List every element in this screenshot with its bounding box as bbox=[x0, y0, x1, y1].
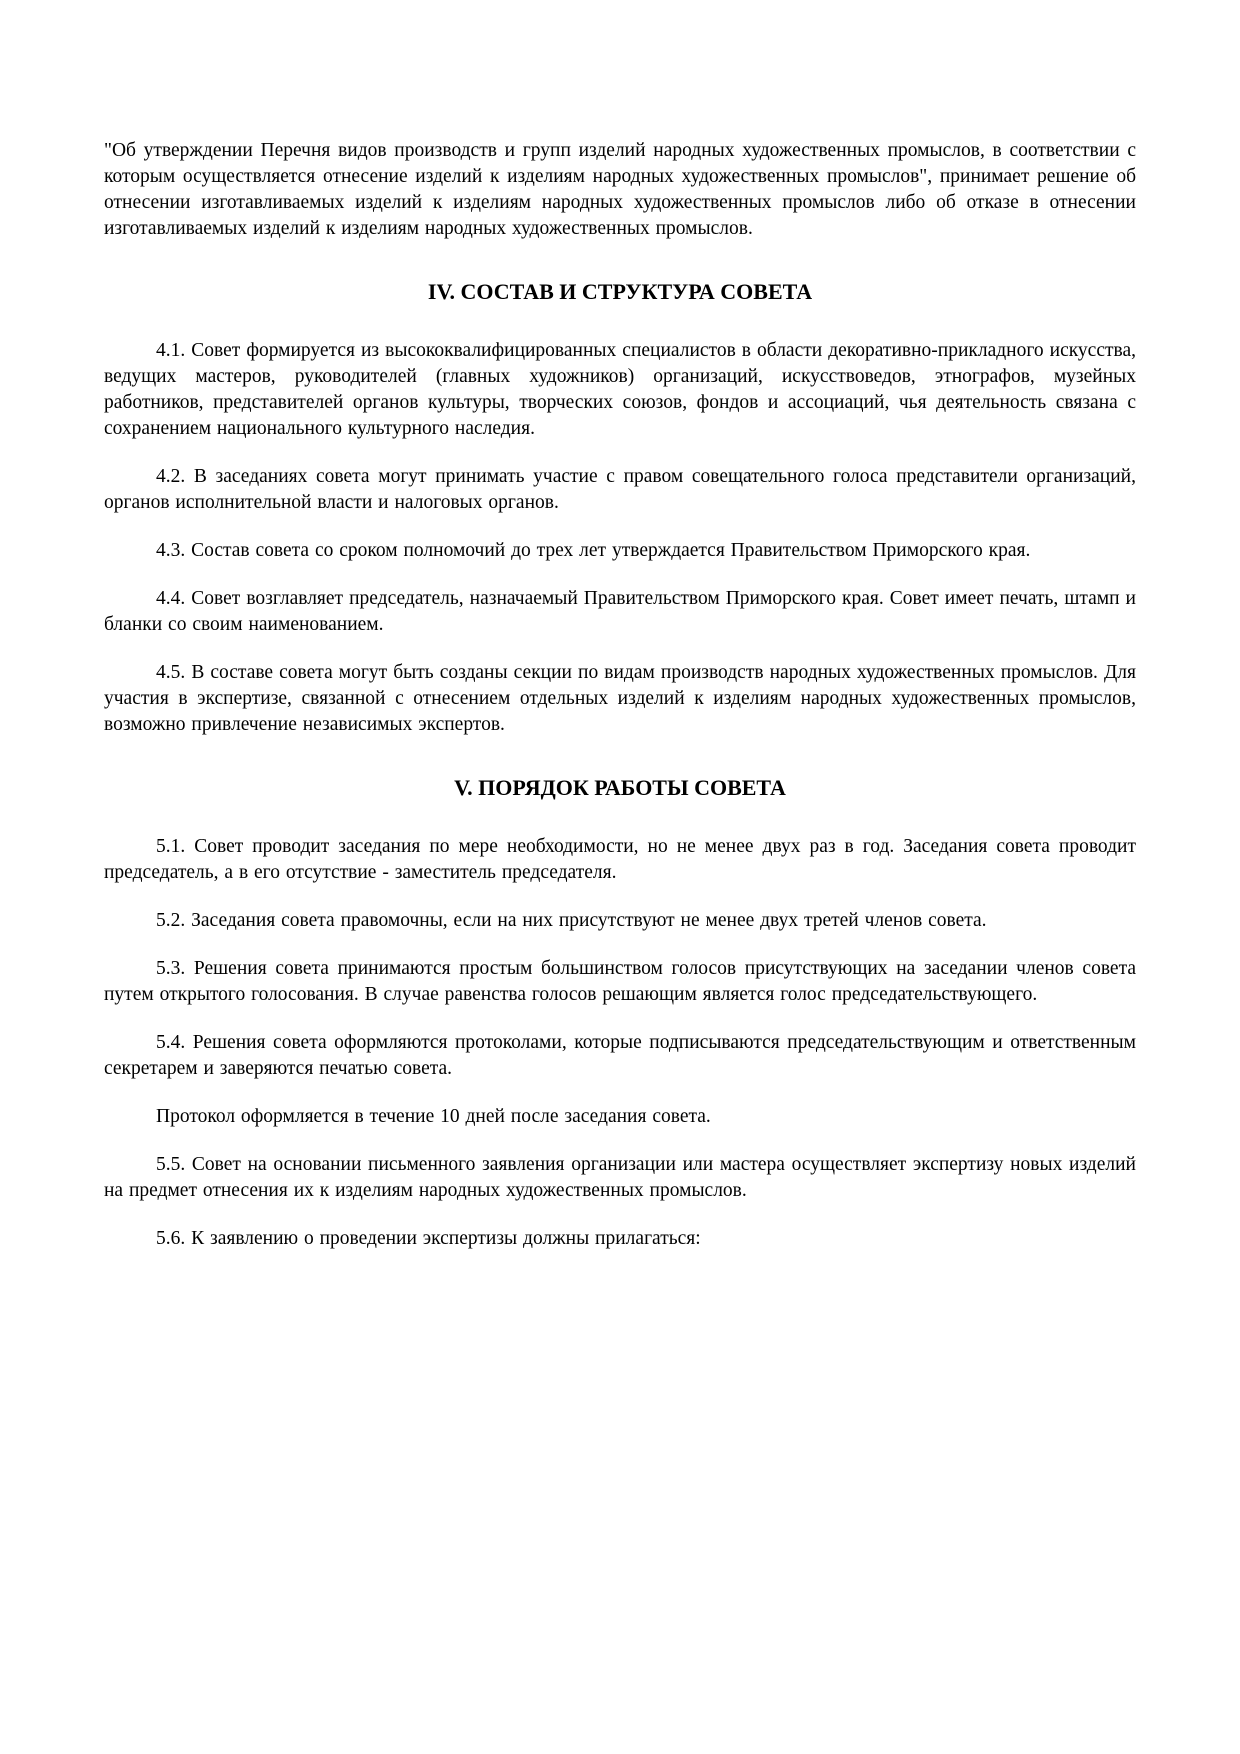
section-heading-v: V. ПОРЯДОК РАБОТЫ СОВЕТА bbox=[454, 775, 786, 800]
paragraph-4-3: 4.3. Состав совета со сроком полномочий до трех лет утверждается Правительством Приморского края. bbox=[156, 540, 1031, 561]
document-body bbox=[104, 138, 1136, 1252]
paragraph-5-1: 5.1. Совет проводит заседания по мере необходимости, но не менее двух раз в год. Заседания совета проводит председатель, а в его отсутствие - заместитель председателя. bbox=[104, 836, 1136, 883]
paragraph-4-1: 4.1. Совет формируется из высококвалифицированных специалистов в области декоративно-прикладного искусства, ведущих мастеров, руководителей (главных художников) организаций, искусствоведов, этнографов, музейных работников, представителей органов культуры, творческих союзов, фондов и ассоциаций, чья деятельность связана с сохранением национального культурного наследия. bbox=[104, 340, 1136, 439]
paragraph-5-6: 5.6. К заявлению о проведении экспертизы должны прилагаться: bbox=[156, 1228, 701, 1249]
paragraph-5-4: 5.4. Решения совета оформляются протоколами, которые подписываются председательствующим и ответственным секретарем и заверяются печатью совета. bbox=[104, 1032, 1136, 1079]
paragraph-4-4: 4.4. Совет возглавляет председатель, назначаемый Правительством Приморского края. Совет имеет печать, штамп и бланки со своим наименованием. bbox=[104, 588, 1136, 635]
paragraph-5-3: 5.3. Решения совета принимаются простым большинством голосов присутствующих на заседании членов совета путем открытого голосования. В случае равенства голосов решающим является голос председательствующего. bbox=[104, 958, 1136, 1005]
paragraph-5-2: 5.2. Заседания совета правомочны, если на них присутствуют не менее двух третей членов совета. bbox=[156, 910, 987, 931]
section-heading-iv: IV. СОСТАВ И СТРУКТУРА СОВЕТА bbox=[427, 279, 813, 304]
paragraph-protocol-note: Протокол оформляется в течение 10 дней после заседания совета. bbox=[156, 1106, 711, 1127]
paragraph-4-2: 4.2. В заседаниях совета могут принимать участие с правом совещательного голоса представители организаций, органов исполнительной власти и налоговых органов. bbox=[104, 466, 1136, 513]
paragraph-4-5: 4.5. В составе совета могут быть созданы секции по видам производств народных художественных промыслов. Для участия в экспертизе, связанной с отнесением отдельных изделий к изделиям народных художественных промыслов, возможно привлечение независимых экспертов. bbox=[104, 662, 1136, 735]
intro-paragraph: "Об утверждении Перечня видов производств и групп изделий народных художественных промыслов, в соответствии с которым осуществляется отнесение изделий к изделиям народных художественных промыслов", принимает решение об отнесении изготавливаемых изделий к изделиям народных художественных промыслов либо об отказе в отнесении изготавливаемых изделий к изделиям народных художественных промыслов. bbox=[104, 140, 1136, 239]
paragraph-5-5: 5.5. Совет на основании письменного заявления организации или мастера осуществляет экспертизу новых изделий на предмет отнесения их к изделиям народных художественных промыслов. bbox=[104, 1154, 1136, 1201]
